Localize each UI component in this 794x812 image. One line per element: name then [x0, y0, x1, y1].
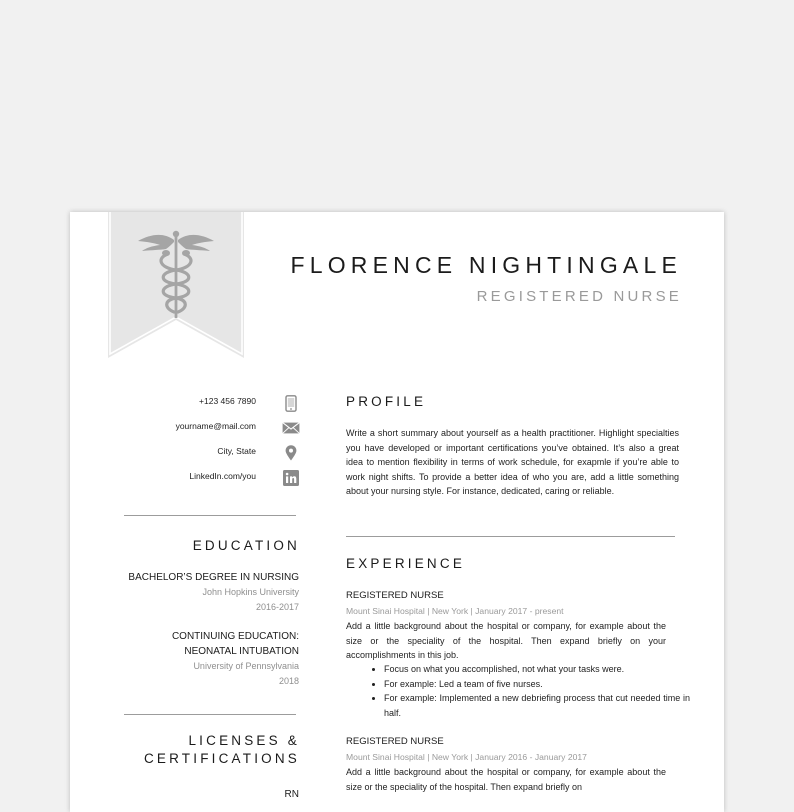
education-school: John Hopkins University: [202, 587, 299, 597]
candidate-title: REGISTERED NURSE: [476, 288, 682, 305]
education-school: University of Pennsylvania: [193, 661, 299, 671]
job-meta: Mount Sinai Hospital | New York | January 2017 - present: [346, 606, 564, 616]
education-degree: BACHELOR’S DEGREE IN NURSING: [128, 572, 299, 583]
education-entry-1: [128, 570, 299, 615]
header-banner: [108, 212, 244, 358]
contact-email: [70, 419, 300, 437]
education-heading: EDUCATION: [192, 538, 300, 553]
contact-phone: [70, 394, 300, 412]
contact-email-text: yourname@mail.com: [175, 421, 256, 431]
caduceus-icon: [108, 212, 244, 358]
job-meta: Mount Sinai Hospital | New York | January 2016 - January 2017: [346, 752, 587, 762]
contact-linkedin-text: LinkedIn.com/you: [189, 471, 256, 481]
linkedin-icon: [282, 469, 300, 487]
candidate-name: FLORENCE NIGHTINGALE: [290, 252, 682, 278]
job-bullet: • For example: Led a team of five nurses.: [384, 677, 690, 692]
job-title: REGISTERED NURSE: [346, 736, 444, 747]
left-divider-2: [124, 714, 296, 715]
job-bullet: • Focus on what you accomplished, not what your tasks were.: [384, 662, 690, 677]
left-divider-1: [124, 515, 296, 516]
education-years: 2016-2017: [255, 602, 299, 612]
education-years: 2018: [278, 676, 299, 686]
education-degree-continued: NEONATAL INTUBATION: [184, 646, 299, 657]
job-description: Add a little background about the hospital or company, for example about the size or the speciality of the hospital. Then expand briefly on your accomplishments in this job.: [346, 621, 666, 661]
right-divider: [346, 536, 675, 537]
education-degree: CONTINUING EDUCATION:: [171, 631, 299, 642]
envelope-icon: [282, 419, 300, 437]
job-bullets: [360, 662, 690, 720]
job-bullet: • For example: Implemented a new debriefing process that cut needed time in half.: [384, 691, 690, 720]
map-pin-icon: [282, 444, 300, 462]
contact-phone-text: +123 456 7890: [199, 396, 256, 406]
license-item: RN: [284, 789, 299, 800]
contact-location: [70, 444, 300, 462]
experience-heading: EXPERIENCE: [346, 556, 466, 571]
licenses-heading: LICENSES &: [188, 733, 300, 748]
profile-heading: PROFILE: [346, 394, 427, 409]
phone-icon: [282, 394, 300, 412]
contact-location-text: City, State: [217, 446, 256, 456]
resume-sheet: [70, 212, 724, 812]
profile-summary: Write a short summary about yourself as a health practitioner. Highlight specialties you have developed or important certifications you’ve obtained. It’s also a great idea to mention flexibility in terms of work schedule, for exapmle if you’re able to work night shifts. To provide a better idea of who you are, add a little something about your nursing style. For instance, dedicated, caring or reliable.: [346, 428, 679, 497]
job-title: REGISTERED NURSE: [346, 590, 444, 601]
job-description: Add a little background about the hospital or company, for example about the size or the speciality of the hospital. Then expand briefly on: [346, 767, 666, 792]
education-entry-2: [172, 629, 299, 689]
licenses-heading-continued: CERTIFICATIONS: [143, 751, 300, 766]
contact-linkedin: [70, 469, 300, 487]
